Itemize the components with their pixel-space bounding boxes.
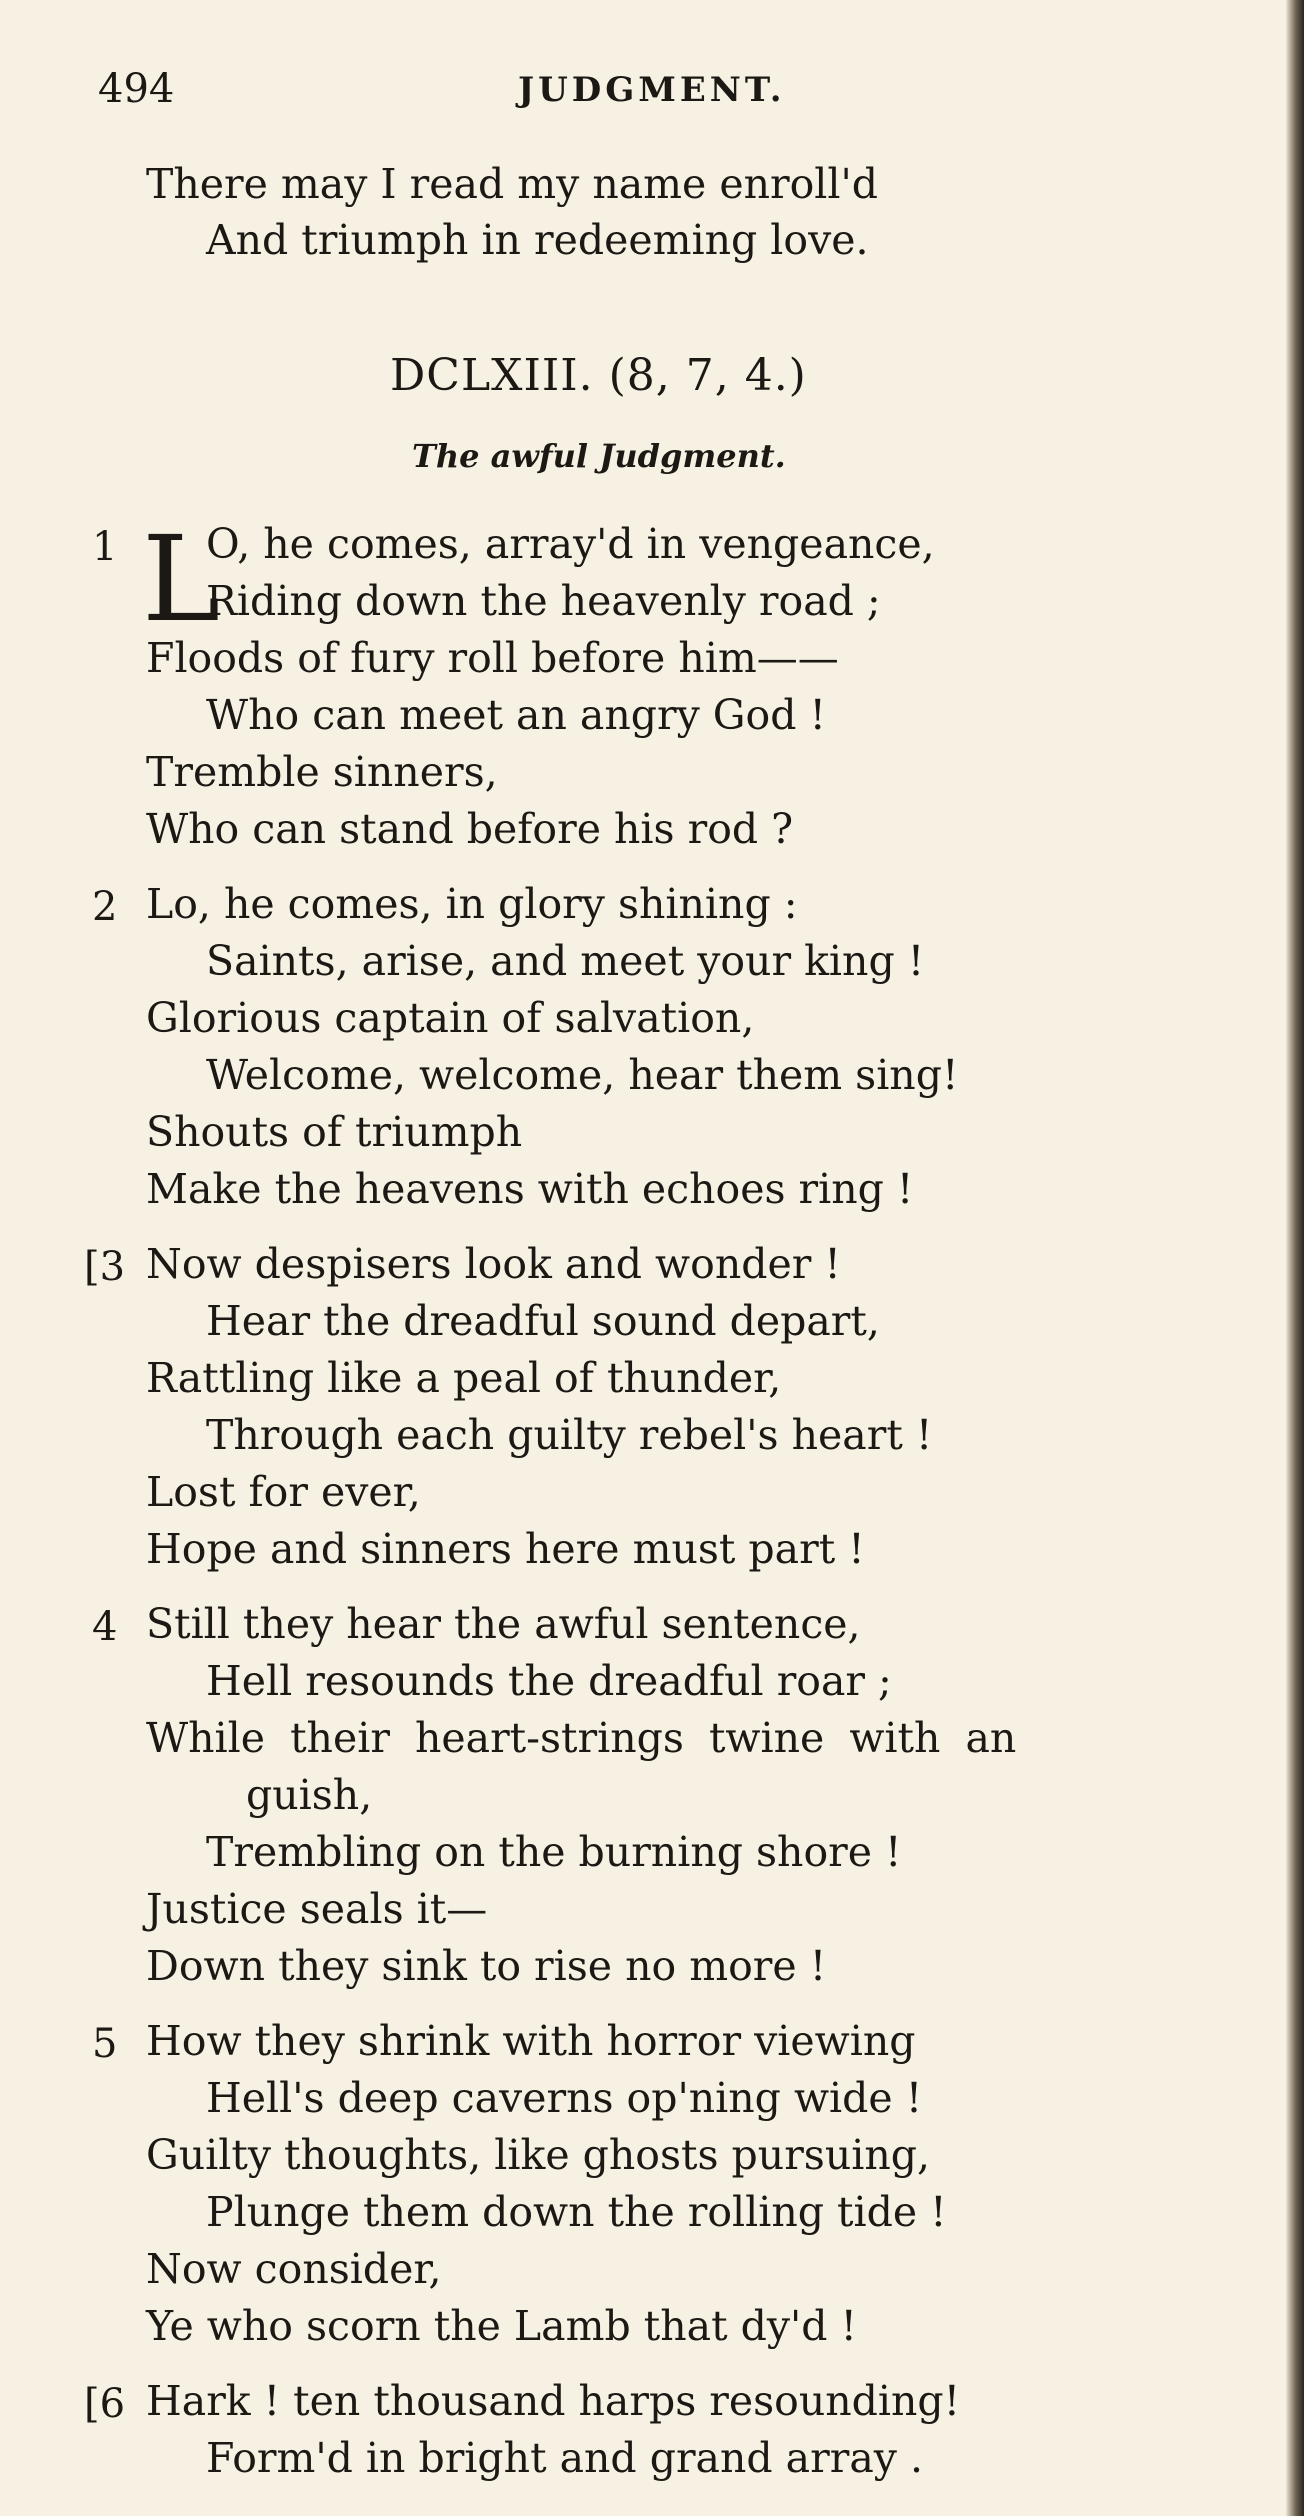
verse-line: Now consider, bbox=[146, 2245, 442, 2293]
verse-line: Hark ! ten thousand harps resounding! bbox=[146, 2377, 961, 2425]
verse-line: Hell resounds the dreadful roar ; bbox=[206, 1657, 892, 1705]
verse-line: Lo, he comes, in glory shining : bbox=[146, 880, 798, 928]
verse-line: Plunge them down the rolling tide ! bbox=[206, 2188, 947, 2236]
verse-line: Hell's deep caverns op'ning wide ! bbox=[206, 2074, 923, 2122]
verse-line: Riding down the heavenly road ; bbox=[206, 577, 881, 625]
verse-line: Form'd in bright and grand array . bbox=[206, 2434, 923, 2482]
page-number: 494 bbox=[98, 66, 175, 112]
verse-line: Make the heavens with echoes ring ! bbox=[146, 1165, 914, 1213]
previous-hymn-line: And triumph in redeeming love. bbox=[206, 216, 869, 264]
verse-line: Saints, arise, and meet your king ! bbox=[206, 937, 925, 985]
verse-number: 1 bbox=[92, 524, 118, 570]
verse-number: 5 bbox=[92, 2021, 118, 2067]
verse-line: Who can meet an angry God ! bbox=[206, 691, 826, 739]
verse-line: Guilty thoughts, like ghosts pursuing, bbox=[146, 2131, 931, 2179]
verse-number: [6 bbox=[84, 2381, 126, 2427]
verse-line: Down they sink to rise no more ! bbox=[146, 1942, 827, 1990]
previous-hymn-line: There may I read my name enroll'd bbox=[146, 160, 879, 208]
verse-line: Still they hear the awful sentence, bbox=[146, 1600, 861, 1648]
hymn-number: DCLXIII. (8, 7, 4.) bbox=[390, 350, 807, 401]
verse-line: Who can stand before his rod ? bbox=[146, 805, 794, 853]
verse-number: [3 bbox=[84, 1244, 126, 1290]
verse-line: Justice seals it— bbox=[146, 1885, 488, 1933]
verse-line: While their heart-strings twine with an bbox=[146, 1714, 1017, 1762]
drop-cap: L bbox=[142, 510, 221, 648]
verse-line: Welcome, welcome, hear them sing! bbox=[206, 1051, 959, 1099]
verse-line: Trembling on the burning shore ! bbox=[206, 1828, 902, 1876]
verse-line: Through each guilty rebel's heart ! bbox=[206, 1411, 933, 1459]
verse-line: Ye who scorn the Lamb that dy'd ! bbox=[146, 2302, 858, 2350]
verse-line: Tremble sinners, bbox=[146, 748, 498, 796]
verse-number: 2 bbox=[92, 884, 118, 930]
verse-line: O, he comes, array'd in vengeance, bbox=[206, 520, 935, 568]
verse-line: Hope and sinners here must part ! bbox=[146, 1525, 865, 1573]
page-header bbox=[98, 66, 1208, 126]
running-head: JUDGMENT. bbox=[518, 70, 786, 110]
hymn-title: The awful Judgment. bbox=[412, 437, 786, 475]
verse-line: Shouts of triumph bbox=[146, 1108, 523, 1156]
verse-line: Rattling like a peal of thunder, bbox=[146, 1354, 782, 1402]
verse-number: 4 bbox=[92, 1604, 118, 1650]
verse-line: Glorious captain of salvation, bbox=[146, 994, 755, 1042]
verse-line: Hear the dreadful sound depart, bbox=[206, 1297, 880, 1345]
verse-line: Floods of fury roll before him—— bbox=[146, 634, 839, 682]
verse-line: guish, bbox=[246, 1771, 373, 1819]
verse-line: Lost for ever, bbox=[146, 1468, 421, 1516]
verse-line: Now despisers look and wonder ! bbox=[146, 1240, 841, 1288]
verse-line: How they shrink with horror viewing bbox=[146, 2017, 916, 2065]
